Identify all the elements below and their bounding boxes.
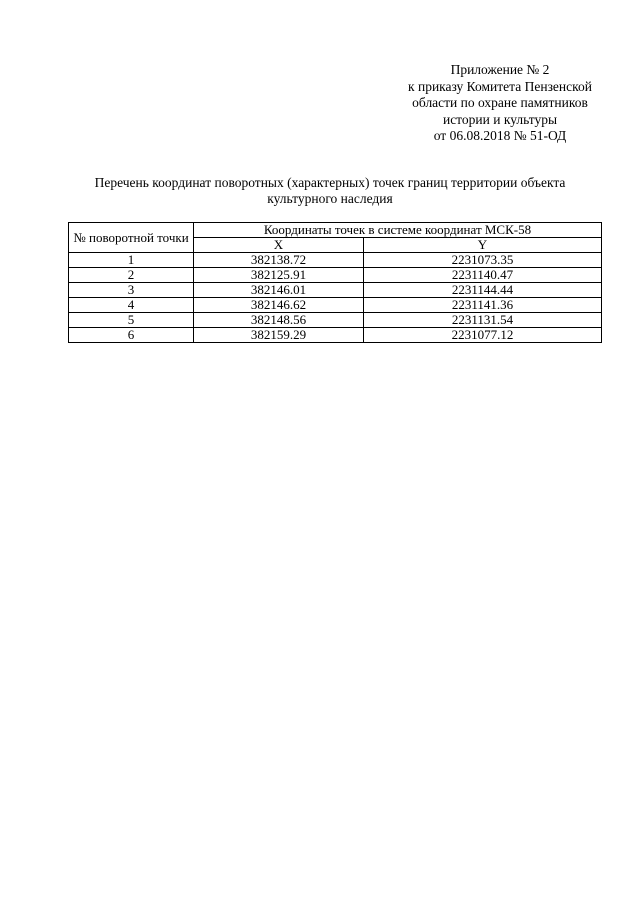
appendix-line: Приложение № 2 — [450, 62, 550, 77]
table-header-row — [69, 223, 602, 238]
x-value: 382146.62 — [194, 298, 364, 313]
x-value: 382146.01 — [194, 283, 364, 298]
appendix-block — [380, 62, 620, 145]
appendix-line: области по охране памятников — [412, 95, 588, 110]
title-line-2: культурного наследия — [267, 191, 393, 206]
y-value: 2231131.54 — [364, 313, 602, 328]
y-value: 2231077.12 — [364, 328, 602, 343]
x-value: 382148.56 — [194, 313, 364, 328]
y-value: 2231144.44 — [364, 283, 602, 298]
y-value: 2231141.36 — [364, 298, 602, 313]
table-row — [69, 313, 602, 328]
title-line-1: Перечень координат поворотных (характерных) точек границ территории объекта — [94, 175, 566, 190]
document-title — [60, 175, 600, 207]
point-number: 4 — [69, 298, 194, 313]
coordinates-table — [68, 222, 602, 343]
x-value: 382138.72 — [194, 253, 364, 268]
point-number: 2 — [69, 268, 194, 283]
table-row — [69, 268, 602, 283]
point-number: 6 — [69, 328, 194, 343]
appendix-line: истории и культуры — [442, 111, 558, 127]
x-value: 382125.91 — [194, 268, 364, 283]
y-header: Y — [364, 238, 602, 253]
coordinate-system-header: Координаты точек в системе координат МСК-58 — [194, 223, 602, 238]
x-value: 382159.29 — [194, 328, 364, 343]
table-row — [69, 328, 602, 343]
point-number: 1 — [69, 253, 194, 268]
point-number-header: № поворотной точки — [69, 223, 194, 253]
y-value: 2231073.35 — [364, 253, 602, 268]
y-value: 2231140.47 — [364, 268, 602, 283]
table-row — [69, 283, 602, 298]
appendix-line: к приказу Комитета Пензенской — [408, 78, 592, 94]
point-number: 5 — [69, 313, 194, 328]
x-header: X — [194, 238, 364, 253]
point-number: 3 — [69, 283, 194, 298]
table-row — [69, 298, 602, 313]
appendix-line: от 06.08.2018 № 51-ОД — [433, 128, 567, 143]
table-row — [69, 253, 602, 268]
